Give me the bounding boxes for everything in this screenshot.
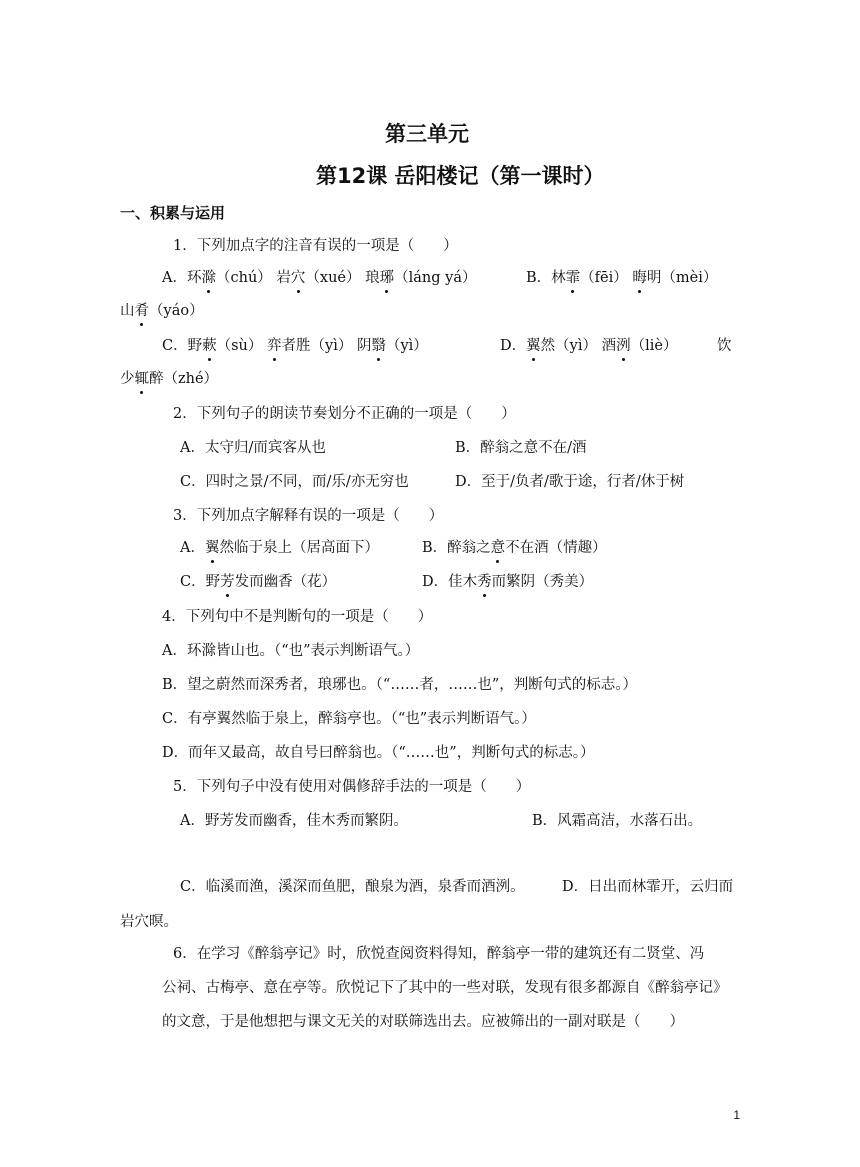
question-4-stem: 4．下列句中不是判断句的一项是（ ） [162,609,433,625]
question-1-option-b: B．林霏（fēi） 晦明（mèi） [526,270,718,286]
question-4-option-b: B．望之蔚然而深秀者，琅琊也。（“……者，……也”，判断句式的标志。） [162,677,637,693]
question-4-option-c: C．有亭翼然临于泉上，醉翁亭也。（“也”表示判断语气。） [162,711,536,727]
question-6-line-3: 的文意，于是他想把与课文无关的对联筛选出去。应被筛出的一副对联是（ ） [162,1014,684,1030]
question-6-line-2: 公祠、古梅亭、意在亭等。欣悦记下了其中的一些对联，发现有很多都源自《醉翁亭记》 [162,980,728,996]
question-6-line-1: 6．在学习《醉翁亭记》时，欣悦查阅资料得知，醉翁亭一带的建筑还有二贤堂、冯 [173,946,705,962]
question-5-option-a: A．野芳发而幽香，佳木秀而繁阴。 [180,813,408,829]
question-5-option-d: D．日出而林霏开，云归而 [562,879,734,895]
question-2-option-c: C．四时之景/不同，而/乐/亦无穷也 [180,474,409,490]
question-2-option-b: B．醉翁之意不在/酒 [455,440,587,456]
question-5-option-d-cont: 岩穴暝。 [120,914,178,930]
lesson-title: 第12课 岳阳楼记（第一课时） [316,164,605,188]
question-1-option-d: D．翼然（yì） 酒洌（liè） [500,338,678,354]
question-1-stem: 1．下列加点字的注音有误的一项是（ ） [173,238,458,254]
question-3-stem: 3．下列加点字解释有误的一项是（ ） [173,508,444,524]
unit-title: 第三单元 [385,122,469,146]
question-1-option-c: C．野蔌（sù） 弈者胜（yì） 阴翳（yì） [162,338,428,354]
question-5-stem: 5．下列句子中没有使用对偶修辞手法的一项是（ ） [173,779,531,795]
question-3-option-c: C．野芳发而幽香（花） [180,574,337,590]
question-2-option-d: D．至于/负者/歌于途，行者/休于树 [455,474,685,490]
question-5-option-b: B．风霜高洁，水落石出。 [532,813,703,829]
question-3-option-d: D．佳木秀而繁阴（秀美） [422,574,594,590]
question-5-option-c: C．临溪而渔，溪深而鱼肥，酿泉为酒，泉香而酒洌。 [180,879,525,895]
question-2-stem: 2．下列句子的朗读节奏划分不正确的一项是（ ） [173,406,516,422]
question-1-options-ab: A．环滁（chú） 岩穴（xué） 琅琊（láng yá） [162,270,477,286]
question-1-option-b-cont: 山肴（yáo） [120,303,204,319]
section-heading: 一、积累与运用 [120,204,226,222]
question-3-option-b: B．醉翁之意不在酒（情趣） [422,540,607,556]
question-1-option-d-tail: 饮 [717,338,732,354]
question-4-option-a: A．环滁皆山也。（“也”表示判断语气。） [162,643,420,659]
question-3-option-a: A．翼然临于泉上（居高面下） [180,540,379,556]
page-number: 1 [733,1108,740,1122]
question-2-option-a: A．太守归/而宾客从也 [180,440,326,456]
question-4-option-d: D．而年又最高，故自号曰醉翁也。（“……也”，判断句式的标志。） [162,745,595,761]
question-1-option-d-cont: 少辄醉（zhé） [120,371,219,387]
